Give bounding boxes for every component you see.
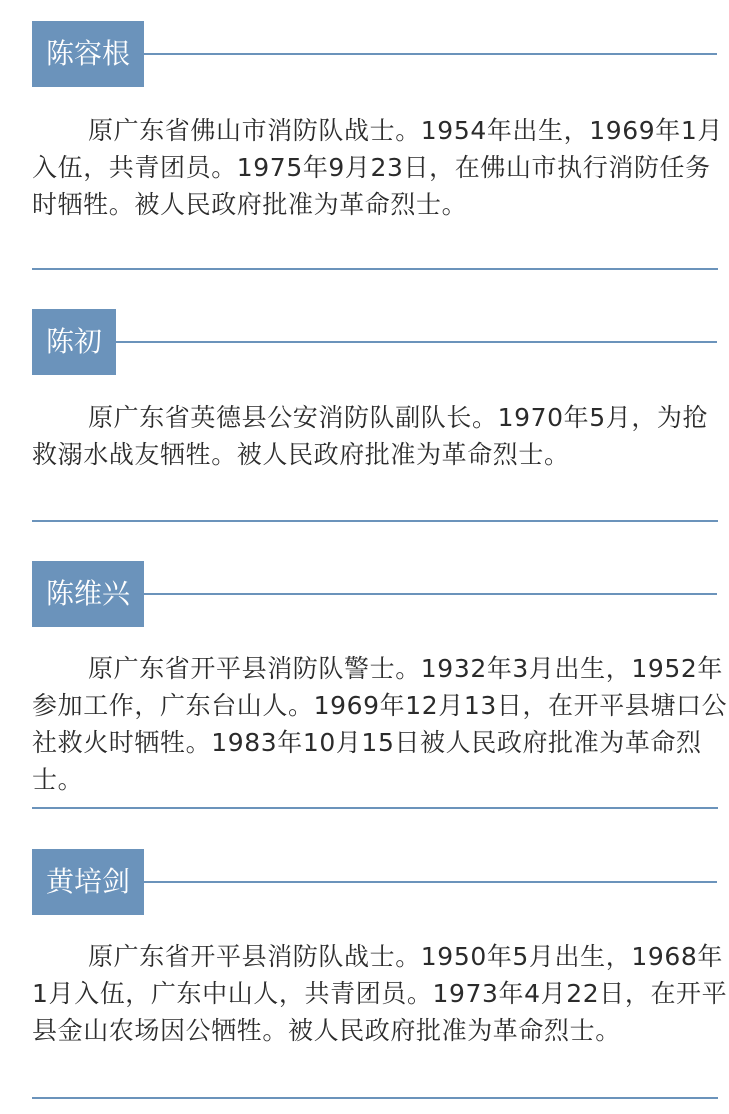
martyr-bio: 原广东省开平县消防队警士。1932年3月出生，1952年参加工作，广东台山人。1969年12月13日，在开平县塘口公社救火时牺牲。1983年10月15日被人民政府批准为革命烈士。: [32, 654, 728, 794]
name-header: [32, 561, 717, 627]
header-rule: [144, 881, 717, 883]
martyr-name: 陈维兴: [32, 561, 144, 627]
martyr-name: 陈容根: [32, 21, 144, 87]
name-header: [32, 21, 717, 87]
header-rule: [144, 593, 717, 595]
header-rule: [116, 341, 717, 343]
section-divider: [32, 520, 718, 522]
name-header: [32, 309, 717, 375]
martyr-bio: 原广东省佛山市消防队战士。1954年出生，1969年1月入伍，共青团员。1975年9月23日，在佛山市执行消防任务时牺牲。被人民政府批准为革命烈士。: [32, 116, 723, 219]
section-divider: [32, 1097, 718, 1099]
martyr-bio: 原广东省开平县消防队战士。1950年5月出生，1968年1月入伍，广东中山人，共青团员。1973年4月22日，在开平县金山农场因公牺牲。被人民政府批准为革命烈士。: [32, 942, 728, 1045]
martyr-name: 黄培剑: [32, 849, 144, 915]
section-divider: [32, 807, 718, 809]
header-rule: [144, 53, 717, 55]
martyr-name: 陈初: [32, 309, 116, 375]
section-divider: [32, 268, 718, 270]
martyr-bio: 原广东省英德县公安消防队副队长。1970年5月，为抢救溺水战友牺牲。被人民政府批准为革命烈士。: [32, 403, 709, 469]
name-header: [32, 849, 717, 915]
